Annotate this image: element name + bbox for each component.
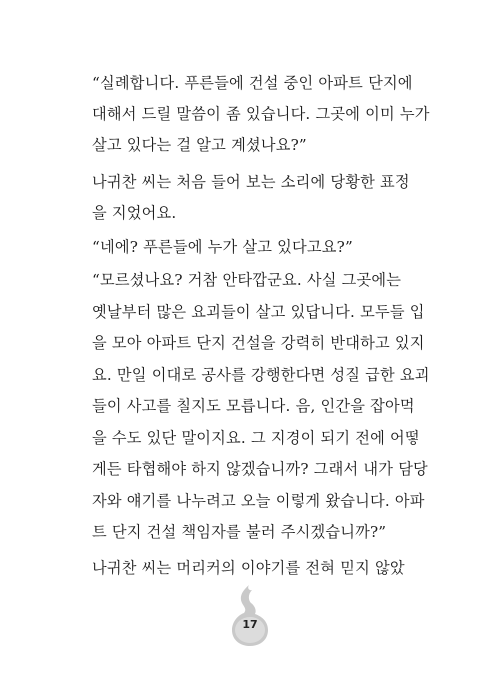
text-line-14: 자와 얘기를 나누려고 오늘 이렇게 왔습니다. 아파 (92, 492, 425, 510)
text-line-7: “모르셨나요? 거참 안타깝군요. 사실 그곳에는 (92, 271, 402, 289)
text-line-11: 들이 사고를 칠지도 모릅니다. 음, 인간을 잡아먹 (92, 397, 415, 415)
page-number: 17 (242, 618, 258, 631)
text-line-13: 게든 타협해야 하지 않겠습니까? 그래서 내가 담당 (92, 460, 428, 478)
text-line-6: “네에? 푸른들에 누가 살고 있다고요?” (92, 238, 353, 256)
text-line-16: 나귀찬 씨는 머리커의 이야기를 전혀 믿지 않았 (92, 559, 405, 577)
text-line-5: 을 지었어요. (92, 204, 177, 222)
text-line-15: 트 단지 건설 책임자를 불러 주시겠습니까?” (92, 523, 387, 541)
text-line-9: 을 모아 아파트 단지 건설을 강력히 반대하고 있지 (92, 334, 425, 352)
flame-ghost-icon (227, 583, 273, 647)
text-line-2: 대해서 드릴 말씀이 좀 있습니다. 그곳에 이미 누가 (92, 105, 430, 123)
text-line-12: 을 수도 있단 말이지요. 그 지경이 되기 전에 어떻 (92, 429, 420, 447)
text-line-3: 살고 있다는 걸 알고 계셨나요?” (92, 136, 307, 154)
text-line-4: 나귀찬 씨는 처음 들어 보는 소리에 당황한 표정 (92, 173, 410, 191)
text-line-1: “실례합니다. 푸른들에 건설 중인 아파트 단지에 (92, 74, 413, 92)
text-line-10: 요. 만일 이대로 공사를 강행한다면 성질 급한 요괴 (92, 366, 430, 384)
text-line-8: 옛날부터 많은 요괴들이 살고 있답니다. 모두들 입 (92, 303, 425, 321)
